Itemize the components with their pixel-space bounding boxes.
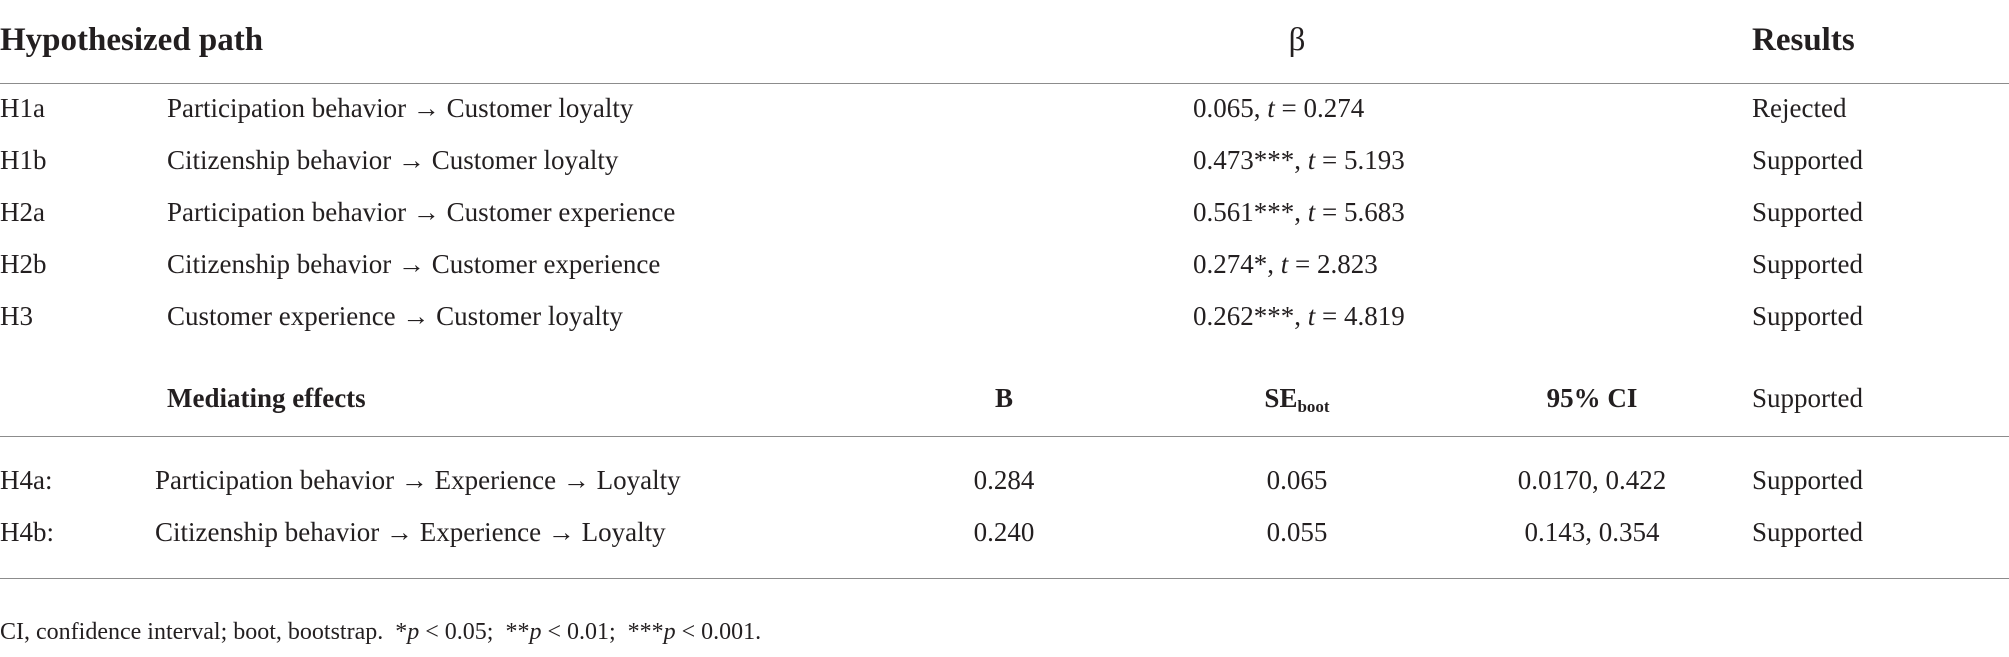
hypothesis-id: H2a	[0, 197, 45, 227]
result-cell: Supported	[1752, 249, 1863, 279]
hypothesis-path: Citizenship behavior → Customer experience	[167, 249, 661, 279]
mediating-effects-header: Mediating effects	[167, 383, 366, 413]
hypothesis-path: Citizenship behavior → Customer loyalty	[167, 145, 619, 175]
table-footnote: CI, confidence interval; boot, bootstrap. *p < 0.05; **p < 0.01; ***p < 0.001.	[0, 619, 762, 645]
b-cell: 0.240	[973, 517, 1035, 547]
mediating-id: H4b:	[0, 517, 54, 547]
mediating-header-rule	[0, 436, 2009, 437]
result-cell: Rejected	[1752, 93, 1847, 123]
result-cell: Supported	[1752, 517, 1863, 547]
se-cell: 0.055	[1266, 517, 1328, 547]
beta-cell: 0.561***, t = 5.683	[1193, 197, 1405, 227]
result-cell: Supported	[1752, 301, 1863, 331]
mediating-id: H4a:	[0, 465, 53, 495]
hypothesis-id: H3	[0, 301, 33, 331]
hypothesis-id: H2b	[0, 249, 47, 279]
column-header-95-ci: 95% CI	[1546, 383, 1638, 413]
beta-cell: 0.065, t = 0.274	[1193, 93, 1365, 123]
mediating-path: Citizenship behavior → Experience → Loyalty	[155, 517, 666, 547]
column-header-beta: β	[1288, 22, 1306, 58]
header-rule	[0, 83, 2009, 84]
mediating-path: Participation behavior → Experience → Loyalty	[155, 465, 681, 495]
beta-cell: 0.473***, t = 5.193	[1193, 145, 1405, 175]
column-header-b: B	[994, 383, 1014, 413]
hypothesis-id: H1a	[0, 93, 45, 123]
ci-cell: 0.143, 0.354	[1524, 517, 1660, 547]
ci-cell: 0.0170, 0.422	[1517, 465, 1667, 495]
mediating-result-header: Supported	[1752, 383, 1863, 413]
result-cell: Supported	[1752, 197, 1863, 227]
hypothesis-id: H1b	[0, 145, 47, 175]
result-cell: Supported	[1752, 145, 1863, 175]
column-header-hypothesized-path: Hypothesized path	[0, 22, 264, 58]
result-cell: Supported	[1752, 465, 1863, 495]
column-header-results: Results	[1752, 22, 1855, 58]
beta-cell: 0.274*, t = 2.823	[1193, 249, 1378, 279]
hypothesis-path: Participation behavior → Customer loyalty	[167, 93, 634, 123]
beta-cell: 0.262***, t = 4.819	[1193, 301, 1405, 331]
column-header-se-boot: $SE_{boot}$	[1264, 383, 1330, 416]
hypothesis-path: Customer experience → Customer loyalty	[167, 301, 623, 331]
bottom-rule	[0, 578, 2009, 579]
hypothesis-path: Participation behavior → Customer experience	[167, 197, 676, 227]
b-cell: 0.284	[973, 465, 1035, 495]
se-cell: 0.065	[1266, 465, 1328, 495]
